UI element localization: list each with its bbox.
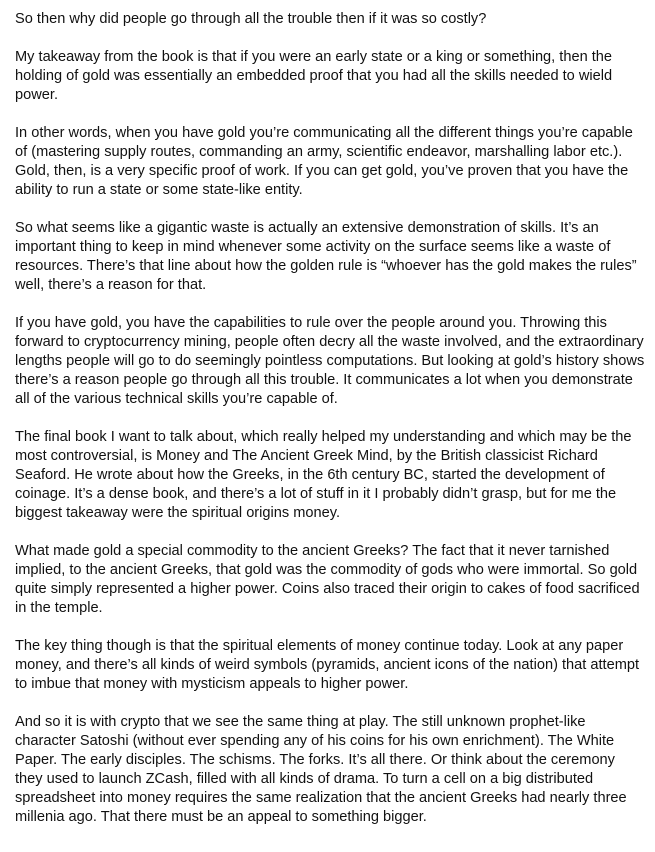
paragraph-2: My takeaway from the book is that if you were an early state or a king or something, then the holding of gold was essentially an embedded proof that you had all the skills needed to wield power. <box>15 49 613 103</box>
paragraph-1: So then why did people go through all the trouble then if it was so costly? <box>15 11 487 27</box>
document-body <box>15 10 645 846</box>
paragraph-5: If you have gold, you have the capabilities to rule over the people around you. Throwing this forward to cryptocurrency mining, people often decry all the waste involved, and the extraordinary lengths people will go to do seemingly pointless computations. But looking at gold’s history shows there’s a reason people go through all this trouble. It communicates a lot when you demonstrate all of the various technical skills you’re capable of. <box>15 315 645 407</box>
paragraph-4: So what seems like a gigantic waste is actually an extensive demonstration of skills. It’s an important thing to keep in mind whenever some activity on the surface seems like a waste of resources. There’s that line about how the golden rule is “whoever has the gold makes the rules” well, there’s a reason for that. <box>15 220 637 293</box>
paragraph-6: The final book I want to talk about, which really helped my understanding and which may be the most controversial, is Money and The Ancient Greek Mind, by the British classicist Richard Seaford. He wrote about how the Greeks, in the 6th century BC, started the development of coinage. It’s a dense book, and there’s a lot of stuff in it I probably didn’t grasp, but for me the biggest takeaway were the spiritual origins money. <box>15 429 632 521</box>
paragraph-9: And so it is with crypto that we see the same thing at play. The still unknown prophet-like character Satoshi (without ever spending any of his coins for his own enrichment). The White Paper. The early disciples. The schisms. The forks. It’s all there. Or think about the ceremony they used to launch ZCash, filled with all kinds of drama. To turn a cell on a big distributed spreadsheet into money requires the same realization that the ancient Greeks had nearly three millenia ago. That there must be an appeal to something bigger. <box>15 714 627 825</box>
paragraph-8: The key thing though is that the spiritual elements of money continue today. Look at any paper money, and there’s all kinds of weird symbols (pyramids, ancient icons of the nation) that attempt to imbue that money with mysticism appeals to higher power. <box>15 638 640 692</box>
paragraph-7: What made gold a special commodity to the ancient Greeks? The fact that it never tarnished implied, to the ancient Greeks, that gold was the commodity of gods who were immortal. So gold quite simply represented a higher power. Coins also traced their origin to cakes of food sacrificed in the temple. <box>15 543 640 616</box>
paragraph-3: In other words, when you have gold you’re communicating all the different things you’re capable of (mastering supply routes, commanding an army, scientific endeavor, marshalling labor etc.). Gold, then, is a very specific proof of work. If you can get gold, you’ve proven that you have the ability to run a state or some state-like entity. <box>15 125 633 198</box>
